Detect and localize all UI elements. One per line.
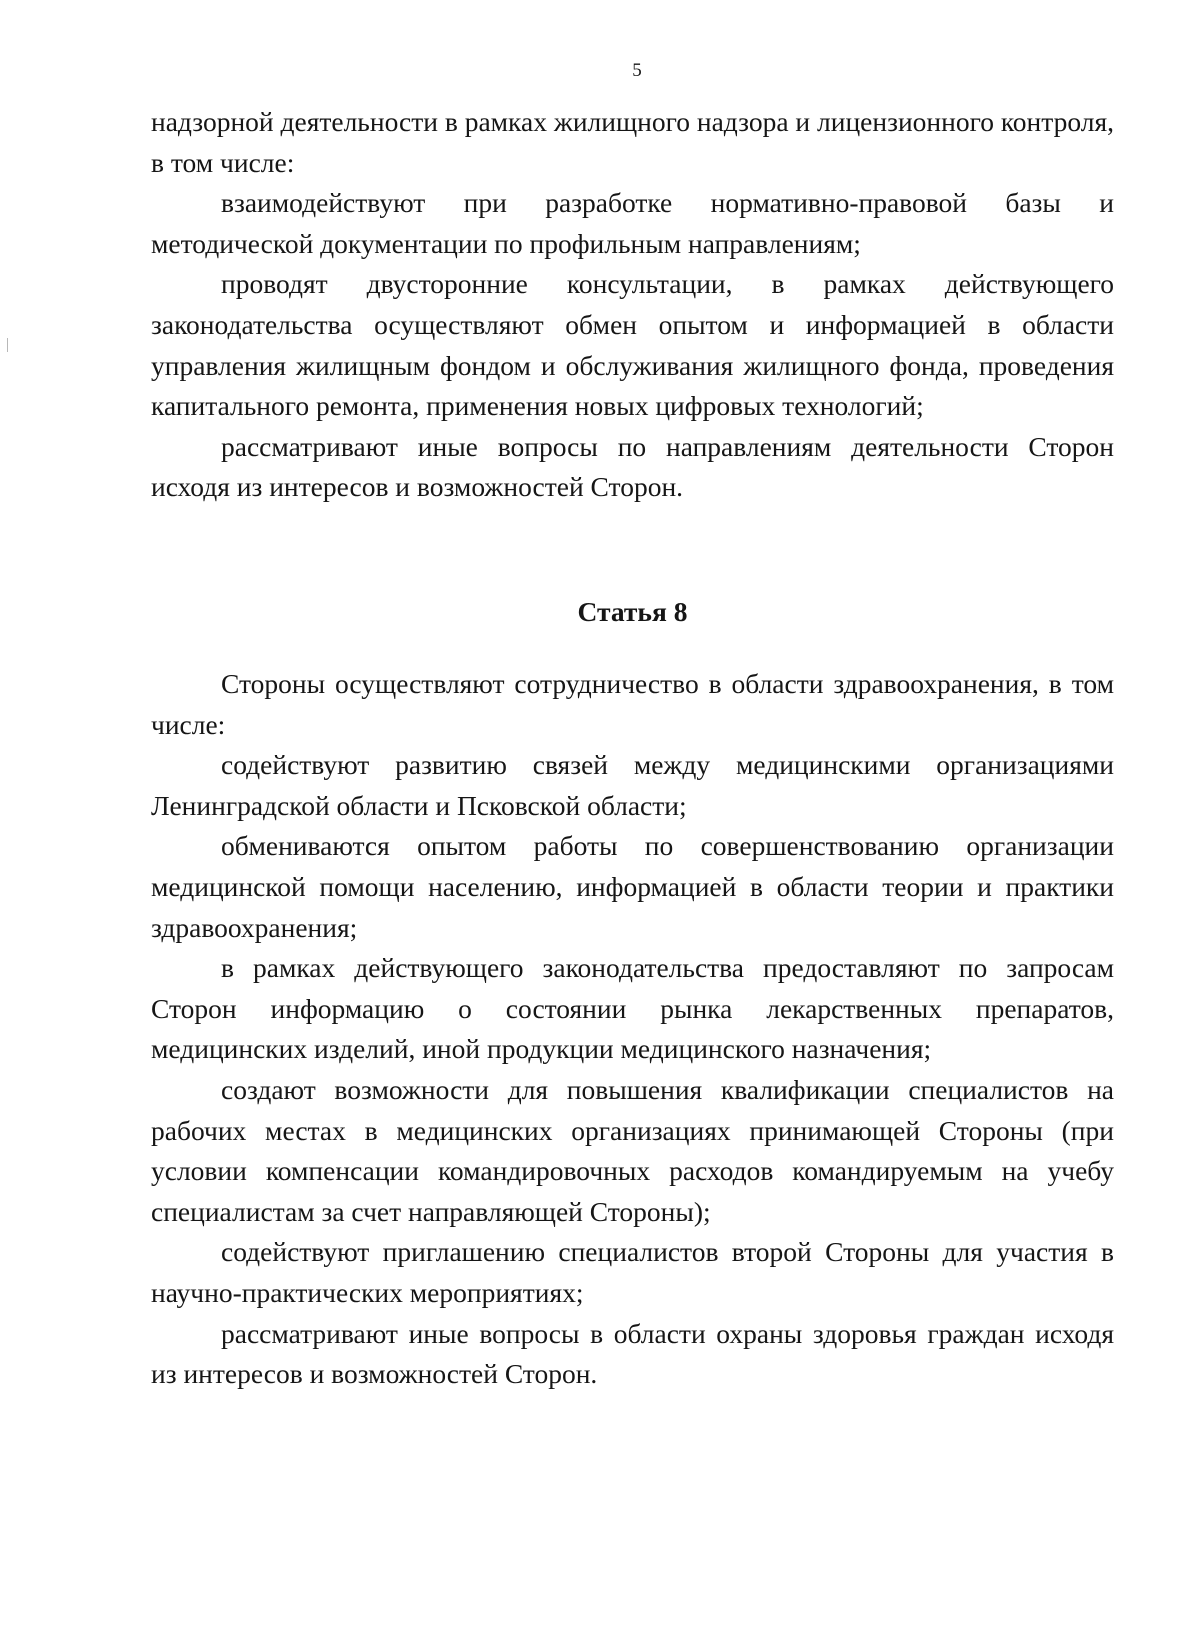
paragraph-health-invitation: содействуют приглашению специалистов второй Стороны для участия в научно-практических мероприятиях;: [151, 1236, 1114, 1308]
section-housing-continuation: [151, 102, 1114, 508]
paragraph-health-intro: Стороны осуществляют сотрудничество в области здравоохранения, в том числе:: [151, 668, 1114, 740]
article-heading: Статья 8: [577, 596, 688, 627]
paragraph-health-market-info: в рамках действующего законодательства предоставляют по запросам Сторон информацию о состоянии рынка лекарственных препаратов, медицинских изделий, иной продукции медицинского назначения;: [151, 952, 1114, 1065]
page-number: 5: [632, 60, 642, 81]
section-article-8: [151, 664, 1114, 1395]
paragraph-housing-intro: надзорной деятельности в рамках жилищного надзора и лицензионного контроля, в том числе:: [151, 106, 1114, 178]
paragraph-housing-other: рассматривают иные вопросы по направлениям деятельности Сторон исходя из интересов и возможностей Сторон.: [151, 430, 1114, 503]
paragraph-housing-consultations: проводят двусторонние консультации, в рамках действующего законодательства осуществляют обмен опытом и информацией в области управления жилищным фондом и обслуживания жилищного фонда, проведения капитального ремонта, применения новых цифровых технологий;: [151, 268, 1114, 422]
paragraph-health-other: рассматривают иные вопросы в области охраны здоровья граждан исходя из интересов и возможностей Сторон.: [151, 1317, 1114, 1390]
paragraph-health-ties: содействуют развитию связей между медицинскими организациями Ленинградской области и Псковской области;: [151, 749, 1114, 821]
paragraph-housing-regulatory: взаимодействуют при разработке нормативно-правовой базы и методической документации по профильным направлениям;: [151, 187, 1114, 259]
scan-margin-mark: [7, 338, 8, 352]
paragraph-health-training: создают возможности для повышения квалификации специалистов на рабочих местах в медицинских организациях принимающей Стороны (при условии компенсации командировочных расходов командируемым на учебу специалистам за счет направляющей Стороны);: [151, 1073, 1114, 1227]
paragraph-health-experience: обмениваются опытом работы по совершенствованию организации медицинской помощи населению, информацией в области теории и практики здравоохранения;: [151, 830, 1114, 943]
